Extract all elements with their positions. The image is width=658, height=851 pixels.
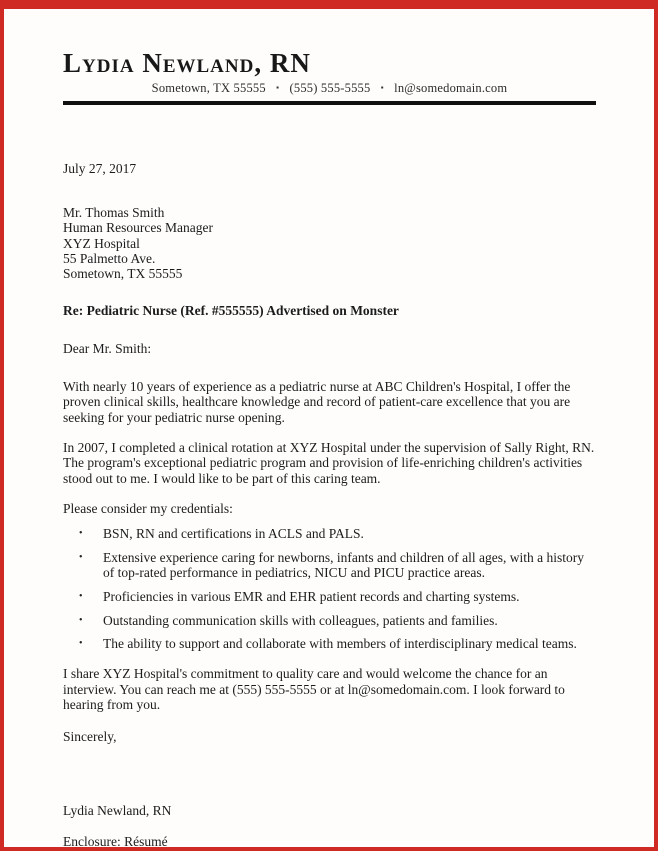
recipient-address [63, 205, 596, 281]
square-bullet-icon: ▪ [380, 83, 384, 93]
list-item [63, 613, 596, 629]
enclosure-note: Enclosure: Résumé [63, 834, 168, 850]
credential-text: The ability to support and collaborate with members of interdisciplinary medical teams. [103, 636, 577, 652]
paragraph-experience: In 2007, I completed a clinical rotation at XYZ Hospital under the supervision of Sally Right, RN. The program's exceptional pediatric program and provision of life-enriching children's activities stood out to me. I would like to be part of this caring team. [63, 439, 595, 486]
salutation: Dear Mr. Smith: [63, 340, 152, 356]
paragraph-closing: I share XYZ Hospital's commitment to quality care and would welcome the chance for an interview. You can reach me at (555) 555-5555 or at ln@somedomain.com. I look forward to hearing from you. [63, 666, 565, 713]
recipient-company: XYZ Hospital [63, 235, 140, 251]
bullet-icon: • [79, 638, 83, 650]
list-item [63, 526, 596, 542]
letter-body [63, 161, 596, 850]
credential-text: Proficiencies in various EMR and EHR patient records and charting systems. [103, 589, 520, 605]
recipient-city: Sometown, TX 55555 [63, 266, 183, 281]
letter-content-area [4, 9, 654, 850]
credential-text: Extensive experience caring for newborns, infants and children of all ages, with a history of top-rated performance in pediatrics, NICU and PICU practice areas. [103, 549, 584, 581]
bullet-icon: • [79, 528, 83, 540]
credentials-intro: Please consider my credentials: [63, 500, 233, 516]
bullet-icon: • [79, 591, 83, 603]
applicant-name: Lydia Newland, RN [63, 48, 311, 78]
credential-text: Outstanding communication skills with colleagues, patients and families. [103, 612, 498, 628]
letter-date: July 27, 2017 [63, 161, 137, 177]
signature-name: Lydia Newland, RN [63, 802, 172, 818]
credentials-list [63, 526, 596, 652]
valediction: Sincerely, [63, 729, 117, 745]
list-item [63, 550, 596, 581]
bullet-icon: • [79, 614, 83, 626]
header-divider [63, 101, 596, 105]
letterhead [63, 49, 596, 105]
list-item [63, 589, 596, 605]
contact-email: ln@somedomain.com [394, 81, 508, 96]
recipient-street: 55 Palmetto Ave. [63, 250, 156, 266]
bullet-icon: • [79, 551, 83, 563]
list-item [63, 636, 596, 652]
subject-line: Re: Pediatric Nurse (Ref. #555555) Advertised on Monster [63, 303, 399, 319]
contact-line [63, 81, 596, 96]
contact-location: Sometown, TX 55555 [151, 81, 266, 96]
recipient-title: Human Resources Manager [63, 220, 213, 236]
credential-text: BSN, RN and certifications in ACLS and PALS. [103, 526, 364, 542]
recipient-name: Mr. Thomas Smith [63, 205, 165, 220]
paragraph-intro: With nearly 10 years of experience as a pediatric nurse at ABC Children's Hospital, I offer the proven clinical skills, healthcare knowledge and record of patient-care excellence that you are seeking for your pediatric nurse opening. [63, 378, 571, 425]
contact-phone: (555) 555-5555 [289, 81, 371, 96]
square-bullet-icon: ▪ [276, 83, 280, 93]
